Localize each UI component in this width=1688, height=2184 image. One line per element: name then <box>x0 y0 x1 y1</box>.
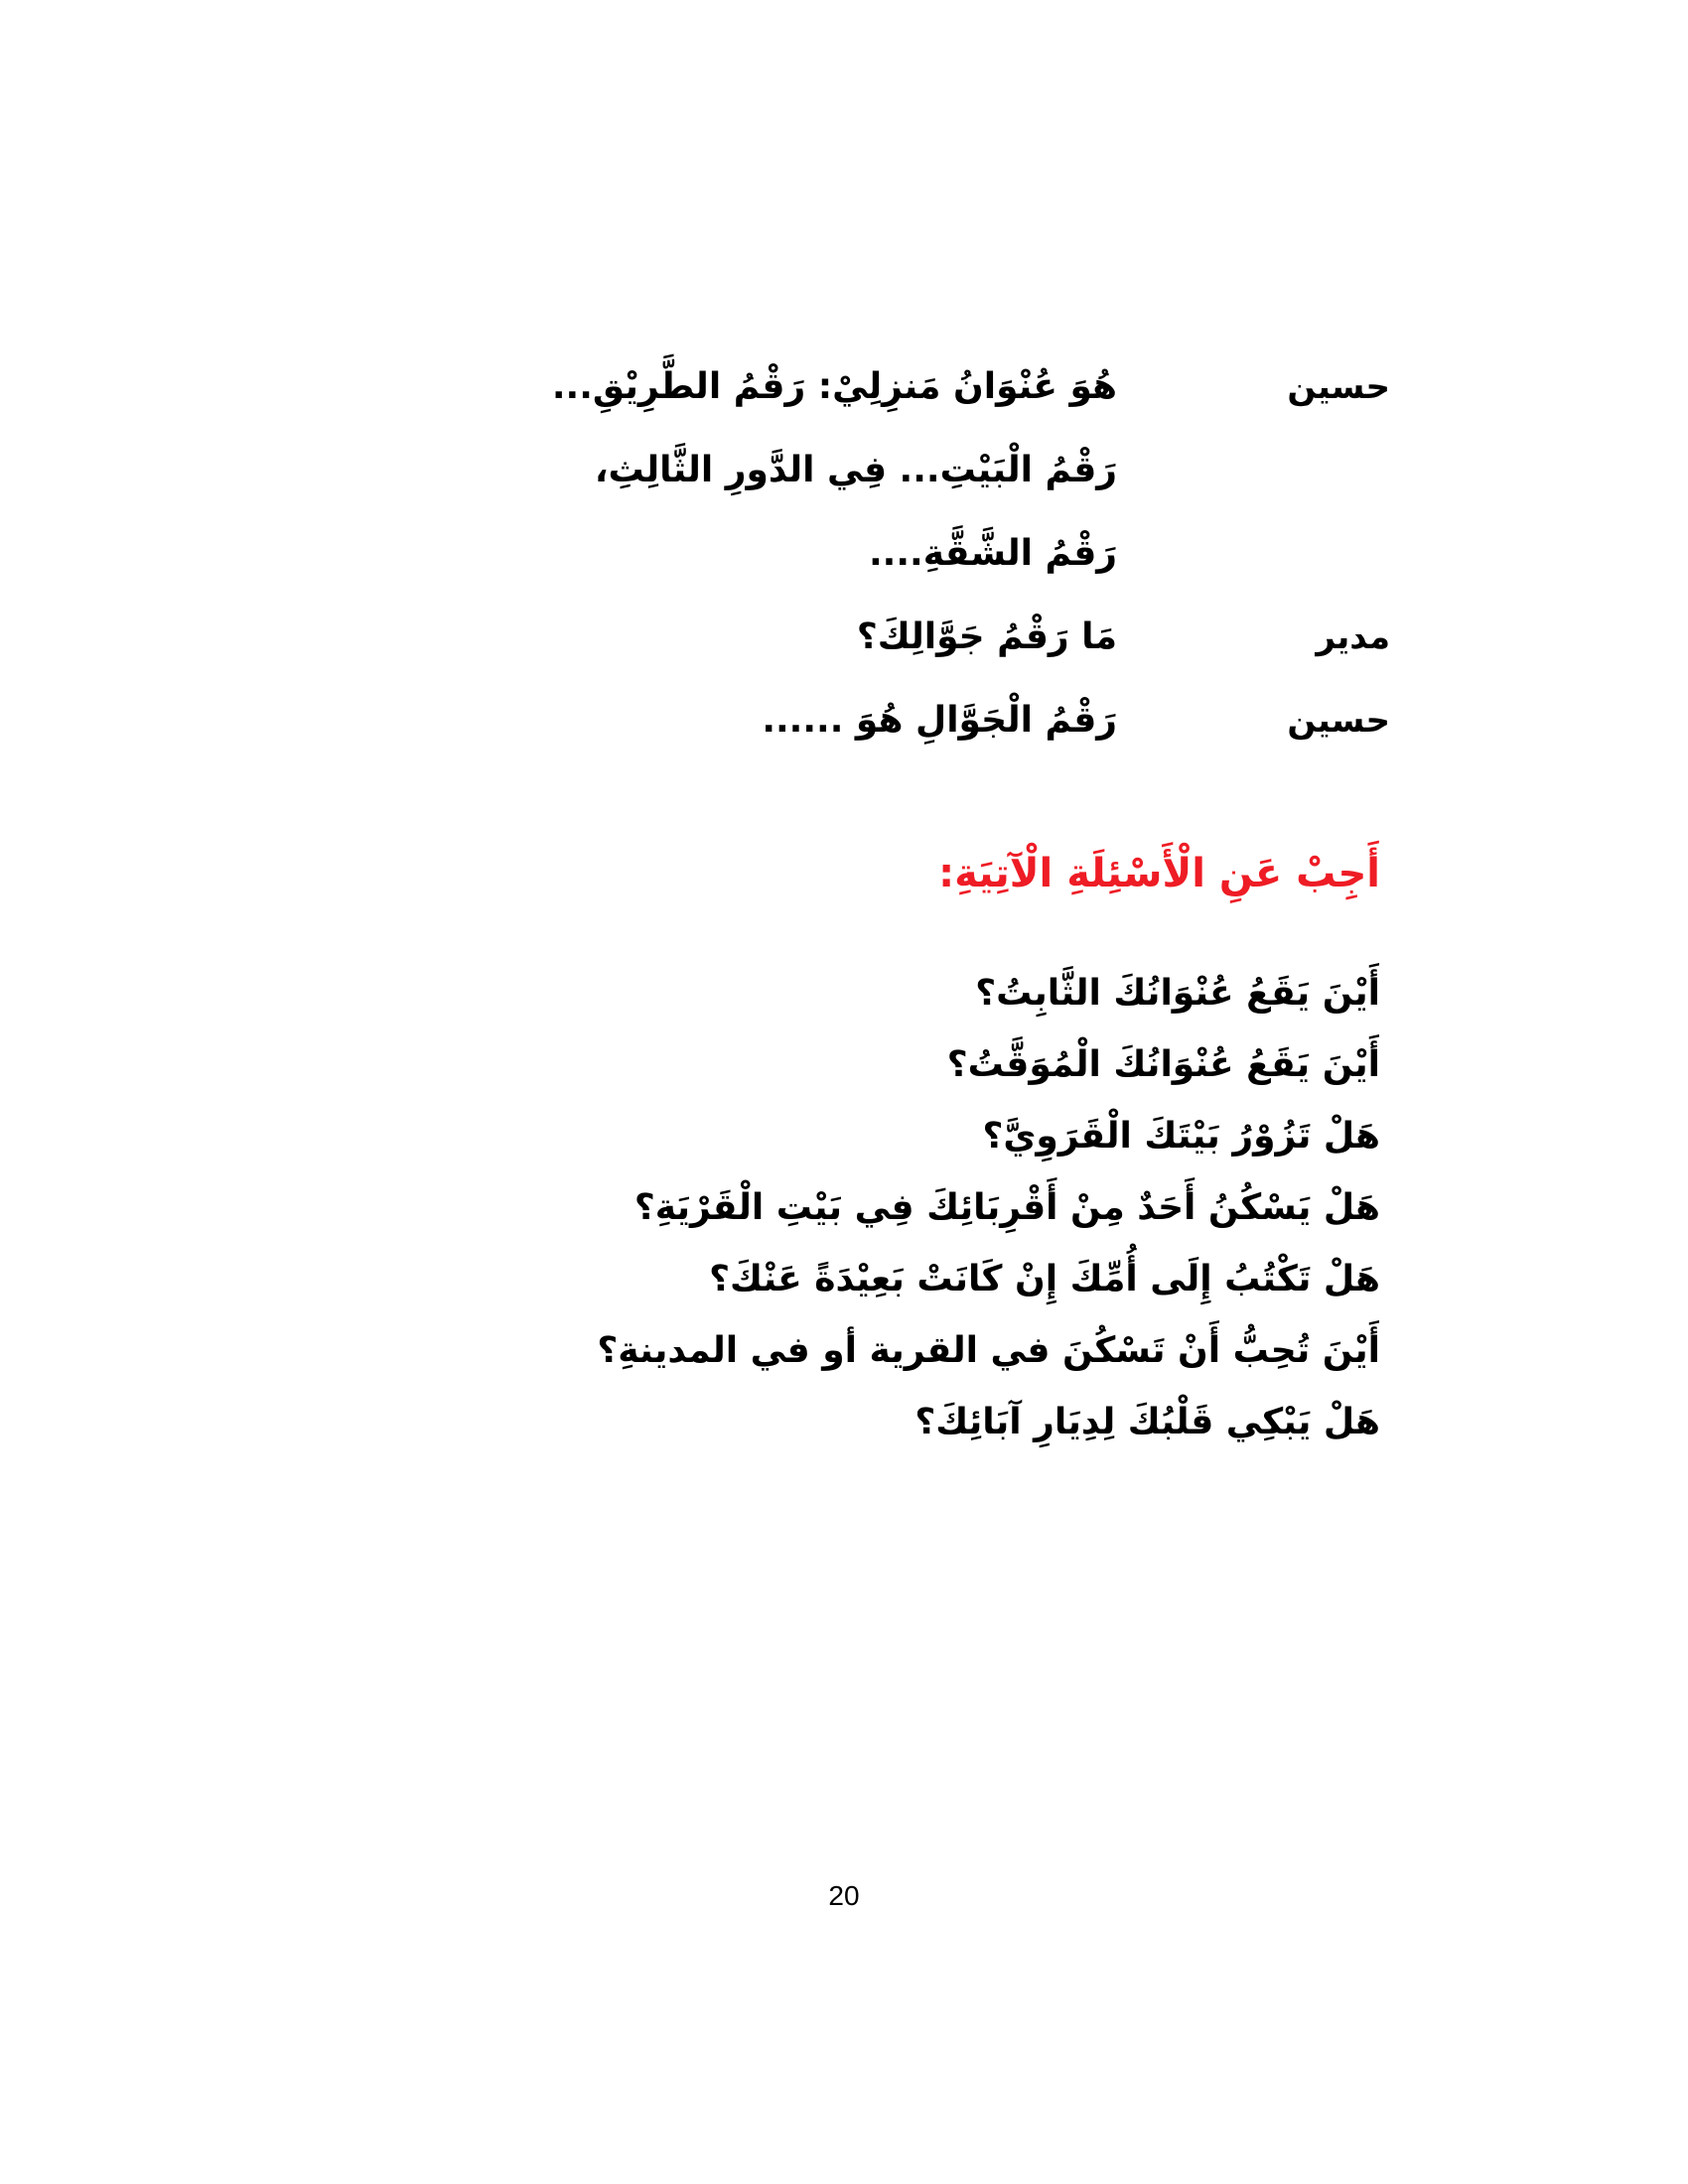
question-item: أَيْنَ يَقَعُ عُنْوَانُكَ الثَّابِتُ؟ <box>975 973 1380 1014</box>
question-item: هَلْ تَكْتُبُ إِلَى أُمِّكَ إِنْ كَانَتْ بَعِيْدَةً عَنْكَ؟ <box>709 1259 1380 1299</box>
dialogue-line <box>596 524 1390 608</box>
question-item: أَيْنَ يَقَعُ عُنْوَانُكَ الْمُوَقَّتُ؟ <box>946 1044 1380 1085</box>
dialogue-text: رَقْمُ الْبَيْتِ... فِي الدَّورِ الثَّالِثِ، <box>594 450 1117 490</box>
dialogue-text: رَقْمُ الشَّقَّةِ.... <box>869 533 1117 574</box>
page-number: 20 <box>828 1880 860 1911</box>
dialogue-line <box>596 441 1390 524</box>
dialogue-block <box>551 357 1390 774</box>
speaker-label: حسين <box>1287 367 1390 407</box>
dialogue-text: مَا رَقْمُ جَوَّالِكَ؟ <box>856 616 1117 657</box>
speaker-label: مدير <box>1316 617 1390 657</box>
question-item: هَلْ تَزُوْرُ بَيْتَكَ الْقَرَوِيَّ؟ <box>982 1116 1380 1157</box>
question-item: هَلْ يَسْكُنُ أَحَدٌ مِنْ أَقْرِبَائِكَ فِي بَيْتِ الْقَرْيَةِ؟ <box>633 1187 1380 1228</box>
question-item: أَيْنَ تُحِبُّ أَنْ تَسْكُنَ في القرية أو في المدينةِ؟ <box>597 1330 1380 1371</box>
question-list <box>487 961 1380 1461</box>
dialogue-text: هُوَ عُنْوَانُ مَنزِلِيْ: رَقْمُ الطَّرِيْقِ... <box>551 366 1117 407</box>
speaker-label: حسين <box>1287 701 1390 741</box>
dialogue-line <box>596 608 1390 691</box>
exercise-heading: أَجِبْ عَنِ الْأَسْئِلَةِ الْآتِيَةِ: <box>938 851 1380 896</box>
question-item: هَلْ يَبْكِي قَلْبُكَ لِدِيَارِ آبَائِكَ؟ <box>914 1402 1380 1442</box>
dialogue-text: رَقْمُ الْجَوَّالِ هُوَ ...... <box>762 700 1117 741</box>
dialogue-line <box>551 357 1390 441</box>
dialogue-line <box>596 691 1390 774</box>
